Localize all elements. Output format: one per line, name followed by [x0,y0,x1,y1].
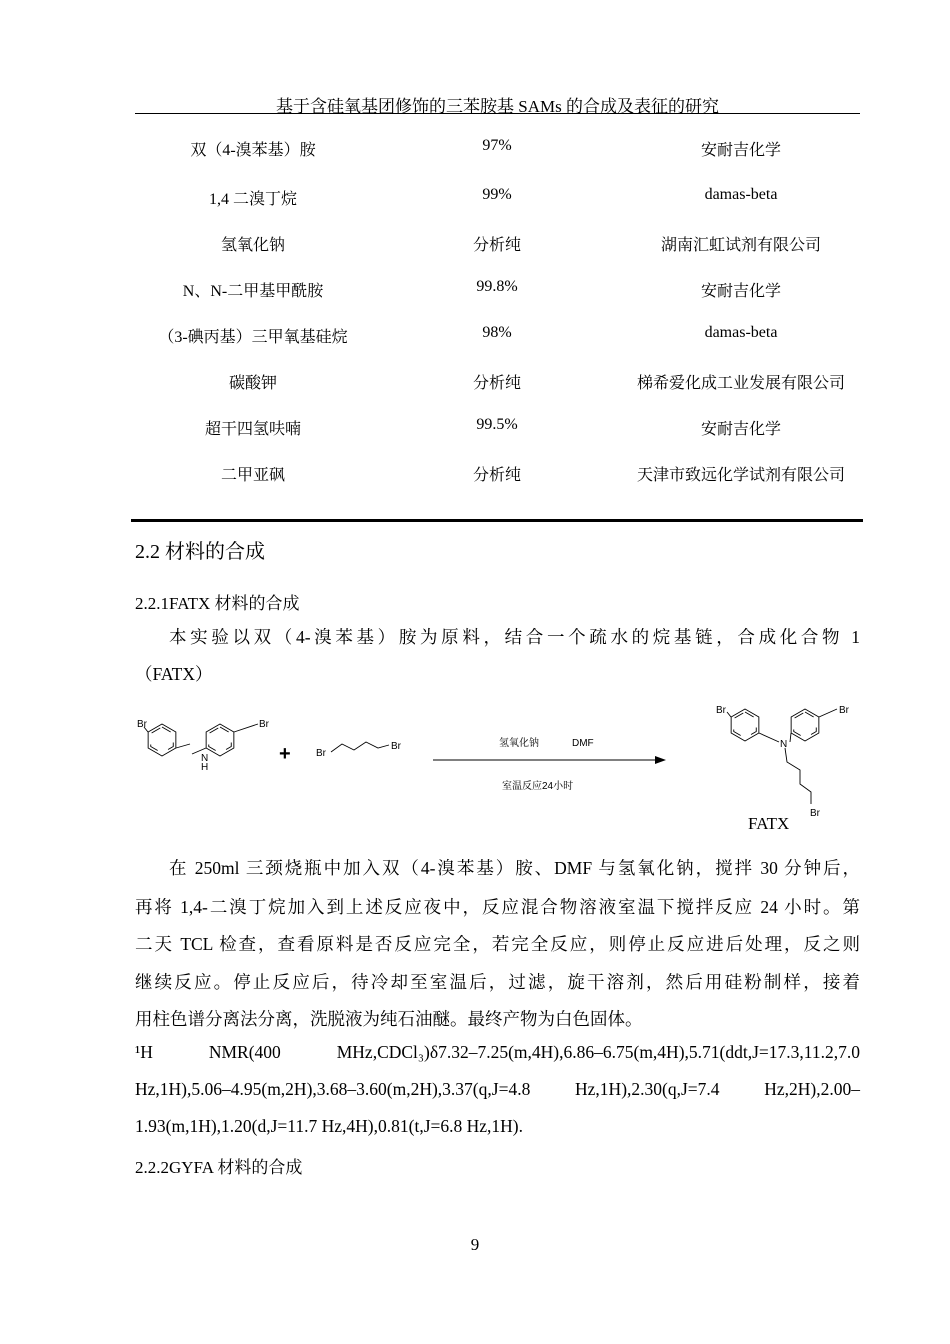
solvent-label: DMF [572,738,594,749]
procedure-line: 二天 TCL 检查，查看原料是否反应完全，若完全反应，则停止反应进后处理，反之则 [135,934,860,954]
supplier-cell: 安耐吉化学 [700,283,781,300]
reagent-name-cell: 双（4-溴苯基）胺 [190,142,316,159]
reagent-label: 氢氧化钠 [499,738,539,749]
atom-label: Br [716,705,726,716]
table-row [131,278,863,300]
molecule-bonds [144,709,837,804]
supplier-cell: 安耐吉化学 [700,421,781,438]
intro-paragraph-line: （FATX） [135,664,213,684]
bond [727,712,731,717]
reagent-name-cell: 二甲亚砜 [220,467,285,484]
supplier-cell: 天津市致远化学试剂有限公司 [636,467,845,484]
benzene-ring [731,709,759,741]
reagent-name-cell: 1,4 二溴丁烷 [208,191,297,208]
supplier-cell: 安耐吉化学 [700,142,781,159]
nmr-data-line: 1.93(m,1H),1.20(d,J=11.7 Hz,4H),0.81(t,J=6.8 Hz,1H). [135,1116,523,1136]
bond [790,733,791,742]
purity-cell: 分析纯 [472,467,521,484]
header-rule [135,113,860,114]
supplier-cell: 湖南汇虹试剂有限公司 [660,237,821,254]
procedure-line: 继续反应。停止反应后，待冷却至室温后，过滤，旋干溶剂，然后用硅粉制样，接着 [135,972,860,992]
product-name: FATX [748,814,790,833]
table-row [131,370,863,392]
bond [234,724,258,732]
purity-cell: 99.8% [476,278,518,295]
reagent-name-cell: 氢氧化钠 [220,237,285,254]
reagent-name-cell: 碳酸钾 [228,375,277,392]
supplier-cell: damas-beta [704,186,778,203]
subsection-heading-fatx: 2.2.1FATX 材料的合成 [135,594,300,613]
table-row [131,186,863,208]
benzene-ring [148,724,176,756]
atom-label: Br [259,719,269,730]
aromatic-bond [794,712,817,738]
bond [785,748,811,804]
reaction-scheme [130,700,870,840]
table-row [131,324,863,346]
plus-sign: + [279,743,291,765]
procedure-line: 用柱色谱分离法分离，洗脱液为纯石油醚。最终产物为白色固体。 [135,1009,643,1029]
reagent-name-cell: N、N-二甲基甲酰胺 [182,283,324,300]
atom-label: Br [316,748,326,759]
aromatic-bond [734,712,757,738]
section-heading: 2.2 材料的合成 [135,541,265,563]
running-header: 基于含硅氧基团修饰的三苯胺基 SAMs 的合成及表征的研究 [276,97,719,116]
reagent-name-cell: （3-碘丙基）三甲氧基硅烷 [158,329,348,346]
table-bottom-rule [131,519,863,522]
purity-cell: 97% [482,137,512,154]
nmr-data-line: Hz,1H),5.06–4.95(m,2H),3.68–3.60(m,2H),3.37(q,J=4.8 Hz,1H),2.30(q,J=7.4 Hz,2H),2.00– [135,1079,860,1099]
purity-cell: 99% [482,186,512,203]
reagent-name-cell: 超干四氢呋喃 [204,421,301,438]
arrowhead [655,756,666,764]
table-row [131,462,863,484]
atom-label: Br [810,808,820,819]
supplier-cell: 梯希爱化成工业发展有限公司 [636,375,845,392]
supplier-cell: damas-beta [704,324,778,341]
bond [819,709,837,717]
procedure-line: 再将 1,4-二溴丁烷加入到上述反应夜中，反应混合物溶液室温下搅拌反应 24 小时。第 [135,897,860,917]
benzene-ring [206,724,234,756]
table-row [131,137,863,159]
atom-label: Br [839,705,849,716]
purity-cell: 分析纯 [472,375,521,392]
atom-label: N [780,739,788,750]
procedure-line: 在 250ml 三颈烧瓶中加入双（4-溴苯基）胺、DMF 与氢氧化钠，搅拌 30 分钟后， [169,858,860,878]
purity-cell: 99.5% [476,416,518,433]
condition-label: 室温反应24小时 [502,781,574,792]
intro-paragraph-line: 本实验以双（4-溴苯基）胺为原料，结合一个疏水的烷基链，合成化合物 1 [169,627,860,647]
table-row [131,232,863,254]
bond [176,744,190,748]
purity-cell: 分析纯 [472,237,521,254]
atom-label: N [201,753,209,764]
purity-cell: 98% [482,324,512,341]
table-row [131,416,863,438]
aromatic-bond [209,727,232,753]
atom-label: Br [391,741,401,752]
aromatic-bond [151,727,174,753]
page-number: 9 [470,1235,480,1254]
bond [759,733,779,742]
atom-label: H [201,762,209,773]
atom-label: Br [137,719,147,730]
nmr-data-line: ¹H NMR(400 MHz,CDCl₃)δ7.32–7.25(m,4H),6.86–6.75(m,4H),5.71(ddt,J=17.3,11.2,7.0 [135,1042,860,1062]
benzene-ring [791,709,819,741]
bond [331,742,389,752]
subsection-heading-gyfa: 2.2.2GYFA 材料的合成 [135,1158,303,1177]
